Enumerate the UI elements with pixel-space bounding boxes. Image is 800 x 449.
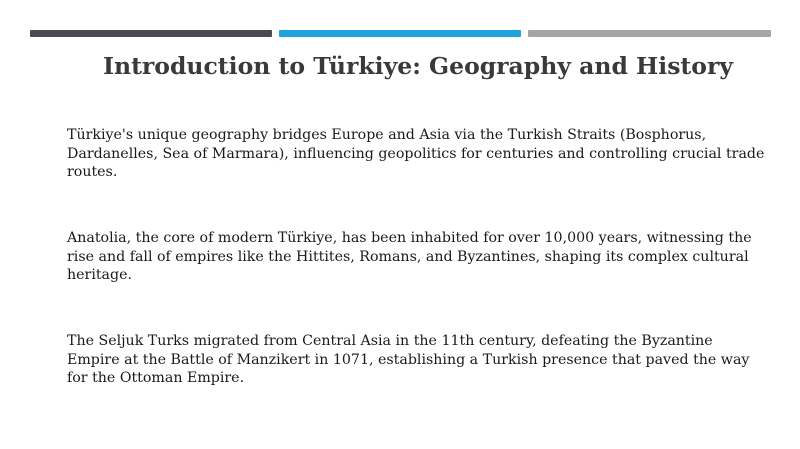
paragraph-geography: Türkiye's unique geography bridges Europe and Asia via the Turkish Straits (Bosphorus, Dardanelles, Sea of Marmara), influencing geopolitics for centuries and controlling crucial trade routes. bbox=[67, 127, 765, 180]
header-bar-gray bbox=[528, 30, 771, 37]
paragraph-seljuk: The Seljuk Turks migrated from Central Asia in the 11th century, defeating the Byzantine Empire at the Battle of Manzikert in 1071, establishing a Turkish presence that paved the way for the Ottoman Empire. bbox=[67, 333, 750, 386]
paragraph-anatolia: Anatolia, the core of modern Türkiye, has been inhabited for over 10,000 years, witnessing the rise and fall of empires like the Hittites, Romans, and Byzantines, shaping its complex cultural heritage. bbox=[67, 230, 752, 283]
slide-title: Introduction to Türkiye: Geography and History bbox=[102, 52, 733, 80]
header-bar-blue bbox=[279, 30, 521, 37]
header-bar-dark bbox=[30, 30, 272, 37]
